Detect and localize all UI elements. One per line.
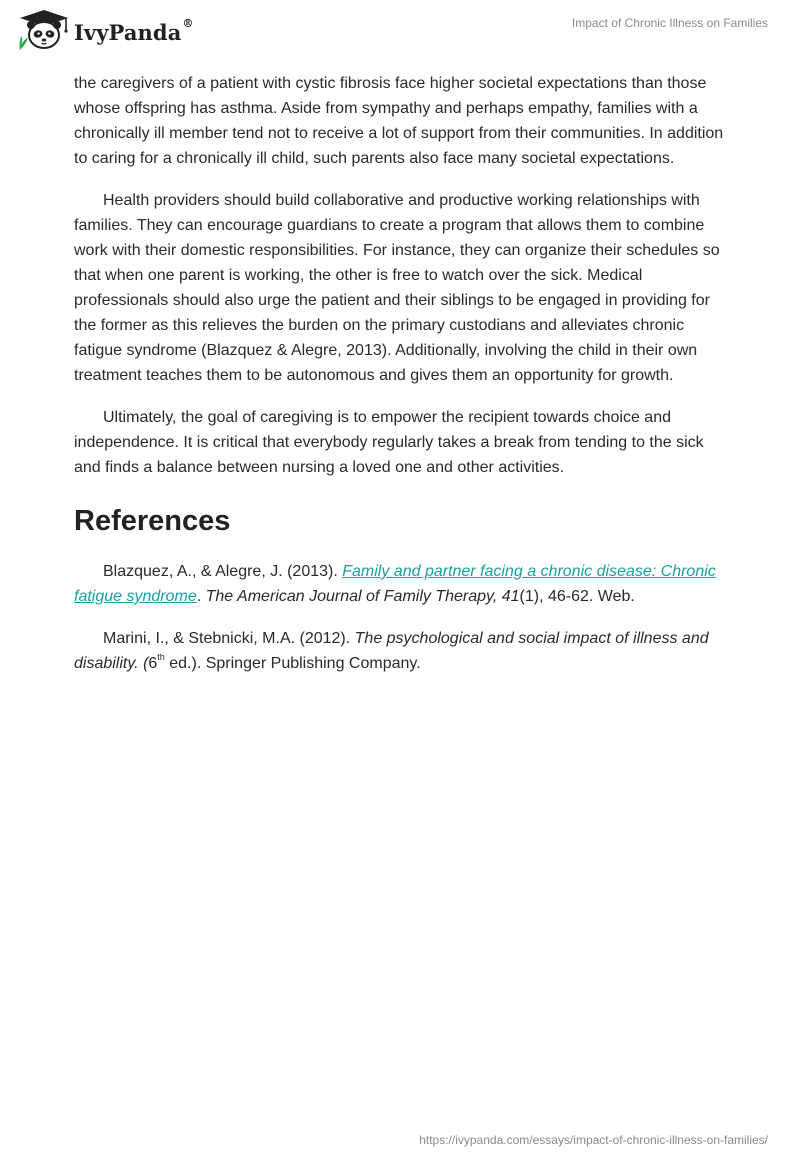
running-title: Impact of Chronic Illness on Families: [571, 16, 768, 30]
reference-entry: [74, 559, 734, 609]
brand-name: IvyPanda®: [74, 16, 194, 45]
body-paragraph: the caregivers of a patient with cystic fibrosis face higher societal expectations than those whose offspring has asthma. Aside from sympathy and perhaps empathy, families with a chronically ill member tend not to receive a lot of support from their communities. In addition to caring for a chronically ill child, such parents also face many societal expectations.: [74, 75, 724, 167]
reference-issue-pages: (1), 46-62. Web.: [519, 588, 635, 605]
reference-punctuation: .: [196, 588, 206, 605]
page-header: [0, 0, 800, 70]
reference-authors: Blazquez, A., & Alegre, J. (2013).: [103, 563, 343, 580]
essay-content: [74, 71, 734, 693]
ivypanda-logo[interactable]: [14, 8, 194, 52]
reference-entry: [74, 626, 734, 676]
reference-publisher: ed.). Springer Publishing Company.: [164, 655, 421, 672]
reference-authors: Marini, I., & Stebnicki, M.A. (2012).: [103, 630, 355, 647]
references-heading: References: [74, 505, 231, 537]
reference-book-title: The psychological and social impact of illness and disability. (: [74, 630, 709, 672]
reference-edition-suffix: th: [157, 651, 165, 662]
registered-mark: ®: [182, 16, 194, 30]
panda-graduate-icon: [14, 8, 74, 52]
reference-journal: The American Journal of Family Therapy, 41: [205, 588, 520, 605]
reference-link[interactable]: Family and partner facing a chronic disease: Chronic fatigue syndrome: [74, 563, 716, 605]
source-url[interactable]: https://ivypanda.com/essays/impact-of-chronic-illness-on-families/: [419, 1133, 768, 1147]
reference-edition-number: 6: [148, 655, 158, 672]
body-paragraph: Ultimately, the goal of caregiving is to empower the recipient towards choice and independence. It is critical that everybody regularly takes a break from tending to the sick and finds a balance between nursing a loved one and other activities.: [74, 409, 704, 476]
body-paragraph: Health providers should build collaborative and productive working relationships with families. They can encourage guardians to create a program that allows them to combine work with their domestic responsibilities. For instance, they can organize their schedules so that when one parent is working, the other is free to watch over the sick. Medical professionals should also urge the patient and their siblings to be engaged in providing for the former as this relieves the burden on the primary custodians and alleviates chronic fatigue syndrome (Blazquez & Alegre, 2013). Additionally, involving the child in their own treatment teaches them to be autonomous and gives them an opportunity for growth.: [74, 192, 720, 384]
